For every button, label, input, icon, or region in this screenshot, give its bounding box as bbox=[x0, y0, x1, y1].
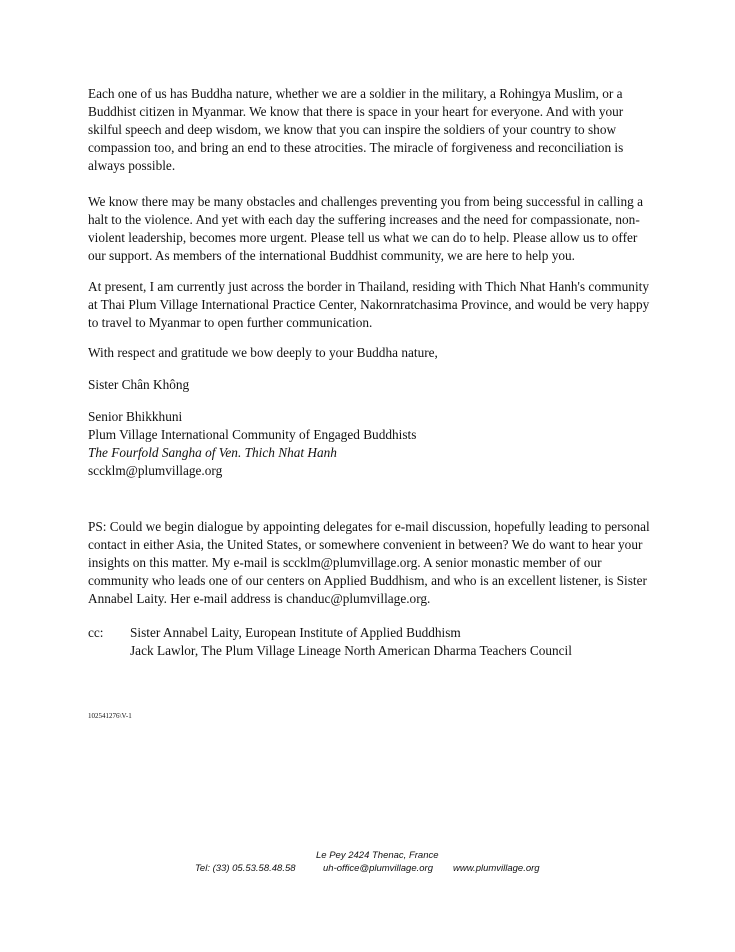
footer-phone: Tel: (33) 05.53.58.48.58 bbox=[195, 863, 296, 874]
cc-recipient: Sister Annabel Laity, European Institute of Applied Buddhism bbox=[130, 625, 461, 640]
cc-label: cc: bbox=[88, 625, 104, 640]
footer-address: Le Pey 2424 Thenac, France bbox=[316, 850, 439, 861]
paragraph-obstacles: We know there may be many obstacles and challenges preventing you from being successful in calling a halt to the violence. And yet with each day the suffering increases and the need for compassionate, non-violent leadership, becomes more urgent. Please tell us what we can do to help. Please allow us to offer our support. As members of the international Buddhist community, we are here to help you. bbox=[88, 194, 644, 263]
footer-email: uh-office@plumvillage.org bbox=[323, 863, 433, 874]
document-id: 102541276\V-1 bbox=[88, 712, 132, 720]
signer-email: sccklm@plumvillage.org bbox=[88, 463, 223, 478]
signer-title: Senior Bhikkhuni bbox=[88, 409, 183, 424]
signer-organization: Plum Village International Community of Engaged Buddhists bbox=[88, 427, 417, 442]
signer-name: Sister Chân Không bbox=[88, 377, 190, 392]
paragraph-buddha-nature: Each one of us has Buddha nature, whether we are a soldier in the military, a Rohingya Muslim, or a Buddhist citizen in Myanmar. We know that there is space in your heart for everyone. And with your skilful speech and deep wisdom, we know that you can inspire the soldiers of your country to show compassion too, and bring an end to these atrocities. The miracle of forgiveness and reconciliation is always possible. bbox=[88, 86, 624, 173]
cc-recipient: Jack Lawlor, The Plum Village Lineage North American Dharma Teachers Council bbox=[130, 643, 572, 658]
footer-website: www.plumvillage.org bbox=[453, 863, 540, 874]
closing-line: With respect and gratitude we bow deeply to your Buddha nature, bbox=[88, 345, 438, 360]
paragraph-present-location: At present, I am currently just across the border in Thailand, residing with Thich Nhat Hanh's community at Thai Plum Village International Practice Center, Nakornratchasima Province, and would be very happy to travel to Myanmar to open further communication. bbox=[88, 279, 650, 330]
postscript: PS: Could we begin dialogue by appointing delegates for e-mail discussion, hopefully leading to personal contact in either Asia, the United States, or somewhere convenient in between? We do want to hear your insights on this matter. My e-mail is sccklm@plumvillage.org. A senior monastic member of our community who leads one of our centers on Applied Buddhism, and who is an excellent listener, is Sister Annabel Laity. Her e-mail address is chanduc@plumvillage.org. bbox=[88, 519, 650, 606]
signer-sangha: The Fourfold Sangha of Ven. Thich Nhat Hanh bbox=[88, 445, 337, 460]
